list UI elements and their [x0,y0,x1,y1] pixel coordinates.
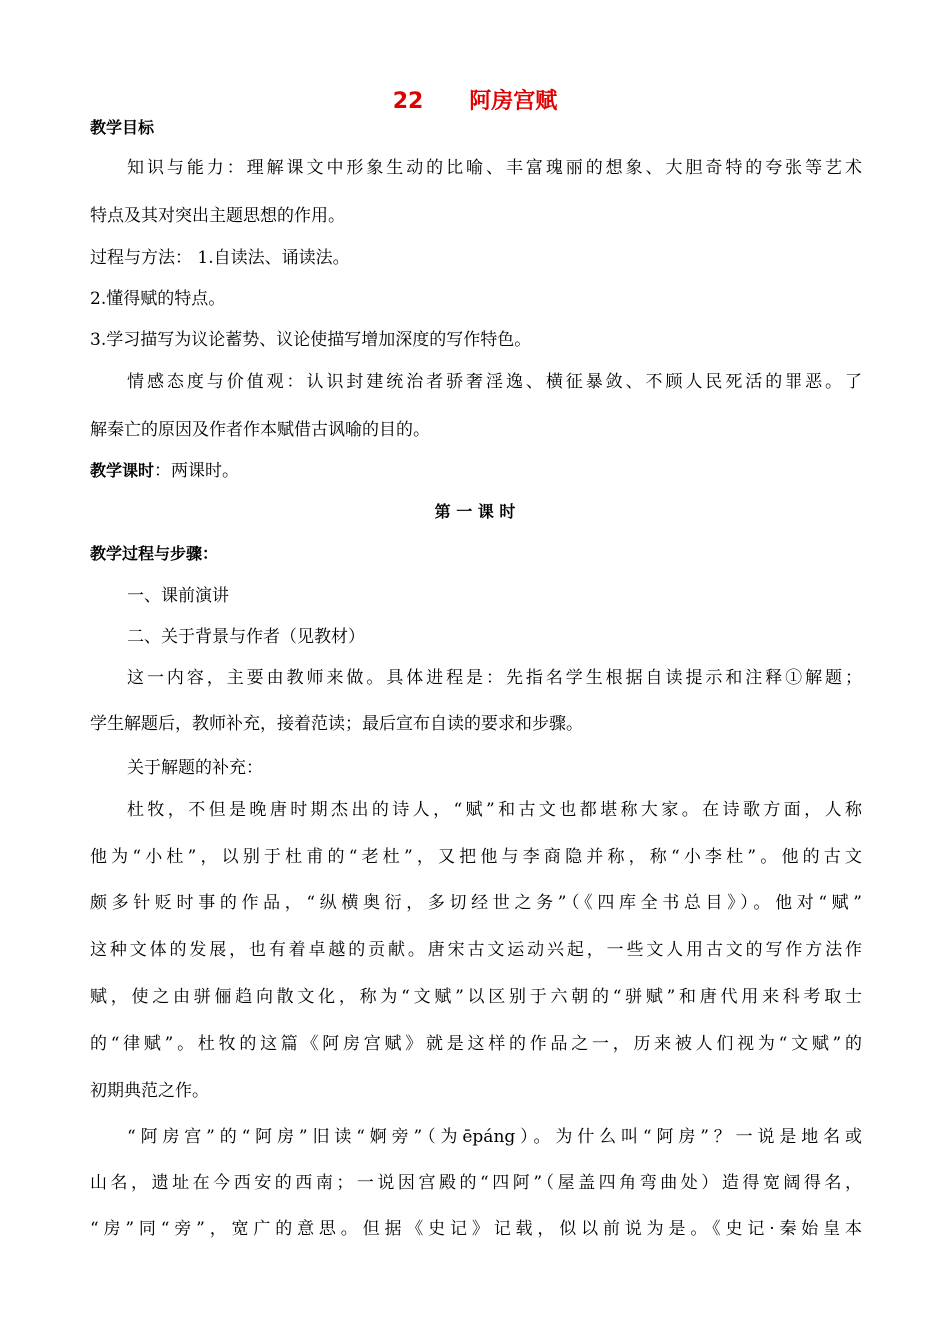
paragraph-1-line-1: 这一内容，主要由教师来做。具体进程是：先指名学生根据自读提示和注释①解题； [127,668,862,688]
paragraph-3-line-4: 这种文体的发展，也有着卓越的贡献。唐宋古文运动兴起，一些文人用古文的写作方法作 [90,940,862,960]
paragraph-3-line-7: 初期典范之作。 [90,1081,209,1101]
paragraph-3-line-1: 杜牧，不但是晚唐时期杰出的诗人，“赋”和古文也都堪称大家。在诗歌方面，人称 [127,800,862,820]
goals-heading: 教学目标 [90,118,155,137]
lesson-heading: 第 一 课 时 [434,502,516,521]
goals-process-line-3: 3.学习描写为议论蓄势、议论使描写增加深度的写作特色。 [90,330,532,350]
document-title: 22 阿房宫赋 [392,89,558,114]
paragraph-3-line-2: 他为“小杜”，以别于杜甫的“老杜”，又把他与李商隐并称，称“小李杜”。他的古文 [90,847,862,867]
teaching-hours-value: ：两课时。 [154,461,240,481]
teaching-hours-label: 教学课时 [90,461,155,480]
goals-knowledge-line-2: 特点及其对突出主题思想的作用。 [90,206,345,226]
goals-process-line-1: 过程与方法： 1.自读法、诵读法。 [90,248,350,268]
paragraph-4-line-2: 山名，遗址在今西安的西南；一说因宫殿的“四阿”（屋盖四角弯曲处）造得宽阔得名， [90,1173,862,1193]
goals-emotion-line-1: 情感态度与价值观：认识封建统治者骄奢淫逸、横征暴敛、不顾人民死活的罪恶。了 [127,372,862,392]
teaching-hours [90,461,862,481]
paragraph-4-line-3: “房”同“旁”，宽广的意思。但据《史记》记载，似以前说为是。《史记·秦始皇本 [90,1219,862,1239]
paragraph-2: 关于解题的补充： [127,758,263,778]
paragraph-1-line-2: 学生解题后，教师补充，接着范读；最后宣布自读的要求和步骤。 [90,714,583,734]
step-1: 一、课前演讲 [127,586,229,606]
step-2: 二、关于背景与作者（见教材） [127,627,365,647]
goals-process-line-2: 2.懂得赋的特点。 [90,289,226,309]
goals-emotion-line-2: 解秦亡的原因及作者作本赋借古讽喻的目的。 [90,420,430,440]
paragraph-3-line-6: 的“律赋”。杜牧的这篇《阿房宫赋》就是这样的作品之一，历来被人们视为“文赋”的 [90,1034,862,1054]
paragraph-4-line-1: “阿房宫”的“阿房”旧读“婀旁”（为ēpáng）。为什么叫“阿房”？一说是地名或 [127,1127,862,1147]
paragraph-3-line-3: 颇多针贬时事的作品，“纵横奥衍，多切经世之务”（《四库全书总目》）。他对“赋” [90,893,862,913]
steps-heading: 教学过程与步骤： [90,544,219,563]
paragraph-3-line-5: 赋，使之由骈俪趋向散文化，称为“文赋”以区别于六朝的“骈赋”和唐代用来科考取士 [90,987,862,1007]
goals-knowledge-line-1: 知识与能力：理解课文中形象生动的比喻、丰富瑰丽的想象、大胆奇特的夸张等艺术 [127,158,862,178]
